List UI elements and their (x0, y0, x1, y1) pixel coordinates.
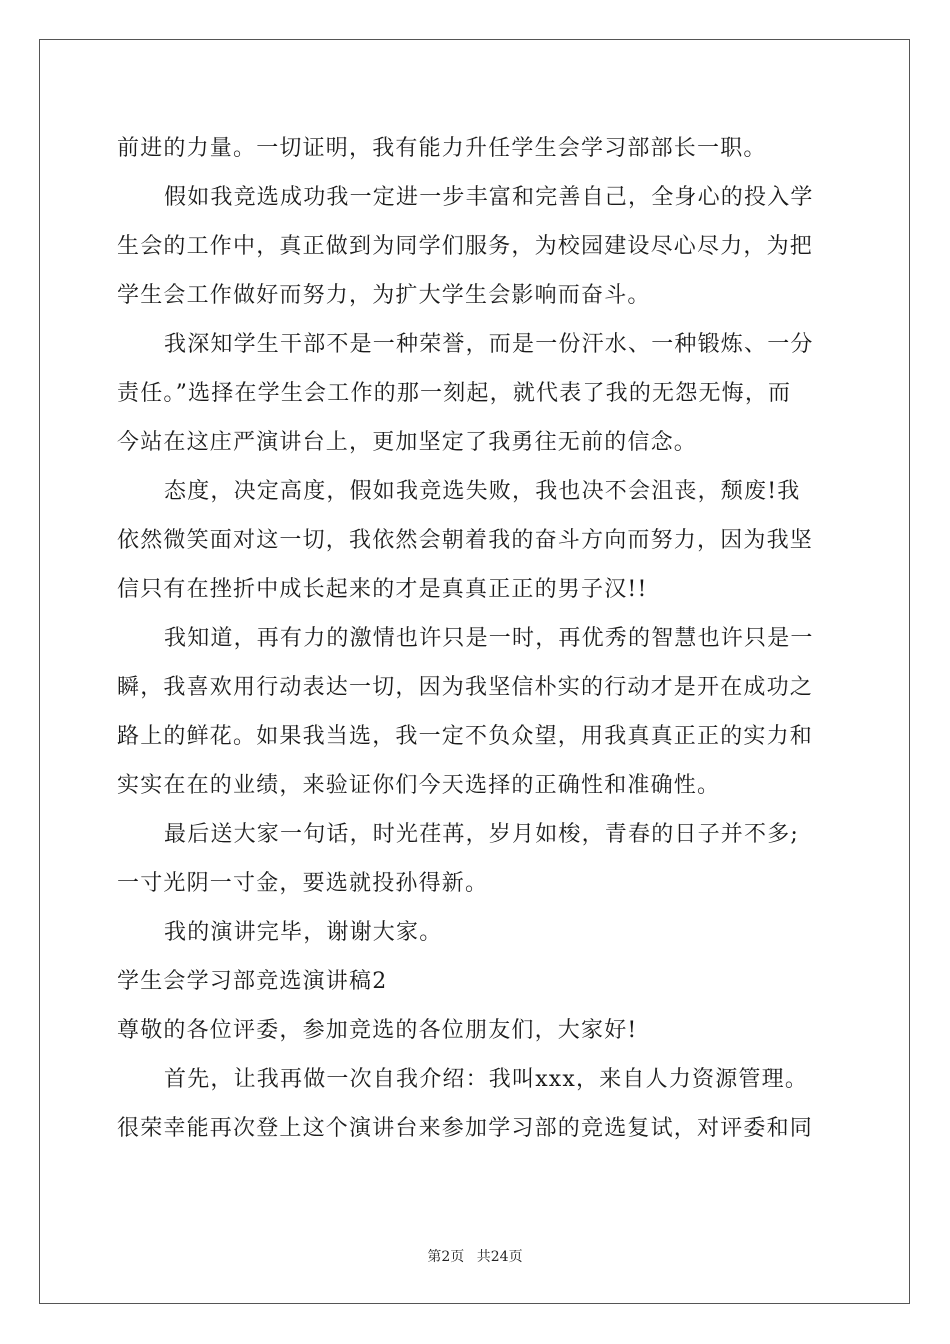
text-line: 今站在这庄严演讲台上，更加坚定了我勇往无前的信念。 (117, 430, 698, 455)
text-line: 信只有在挫折中成长起来的才是真真正正的男子汉!! (117, 577, 648, 602)
text-line: 瞬，我喜欢用行动表达一切，因为我坚信朴实的行动才是开在成功之 (117, 675, 814, 700)
page-total: 共24页 (476, 1249, 523, 1265)
text-line: 一寸光阴一寸金，要选就投孙得新。 (117, 871, 489, 896)
page-footer (0, 1246, 950, 1266)
text-line: 态度，决定高度，假如我竞选失败，我也决不会沮丧，颓废!我 (164, 479, 801, 504)
text-line: 依然微笑面对这一切，我依然会朝着我的奋斗方向而努力，因为我坚 (117, 528, 814, 553)
text-line: 生会的工作中，真正做到为同学们服务，为校园建设尽心尽力，为把 (117, 234, 814, 259)
text-line: 学生会工作做好而努力，为扩大学生会影响而奋斗。 (117, 283, 651, 308)
document-body (117, 124, 837, 1153)
text-line: 路上的鲜花。如果我当选，我一定不负众望，用我真真正正的实力和 (117, 724, 814, 749)
text-line: 我知道，再有力的激情也许只是一时，再优秀的智慧也许只是一 (164, 626, 814, 651)
section-heading: 学生会学习部竞选演讲稿2 (117, 969, 388, 994)
salutation-line: 尊敬的各位评委，参加竞选的各位朋友们，大家好! (117, 1018, 638, 1043)
text-line: 假如我竞选成功我一定进一步丰富和完善自己，全身心的投入学 (164, 185, 814, 210)
text-line: 很荣幸能再次登上这个演讲台来参加学习部的竞选复试，对评委和同 (117, 1116, 814, 1141)
text-line: 前进的力量。一切证明，我有能力升任学生会学习部部长一职。 (117, 136, 767, 161)
text-line: 我深知学生干部不是一种荣誉，而是一份汗水、一种锻炼、一分 (164, 332, 814, 357)
text-line: 最后送大家一句话，时光荏苒，岁月如梭，青春的日子并不多; (164, 822, 800, 847)
text-line: 我的演讲完毕，谢谢大家。 (164, 920, 443, 945)
text-line: 责任。”选择在学生会工作的那一刻起，就代表了我的无怨无悔，而 (117, 381, 792, 406)
text-line: 实实在在的业绩，来验证你们今天选择的正确性和准确性。 (117, 773, 721, 798)
text-line: 首先，让我再做一次自我介绍：我叫xxx，来自人力资源管理。 (164, 1067, 809, 1092)
page-number: 第2页 (427, 1249, 465, 1265)
